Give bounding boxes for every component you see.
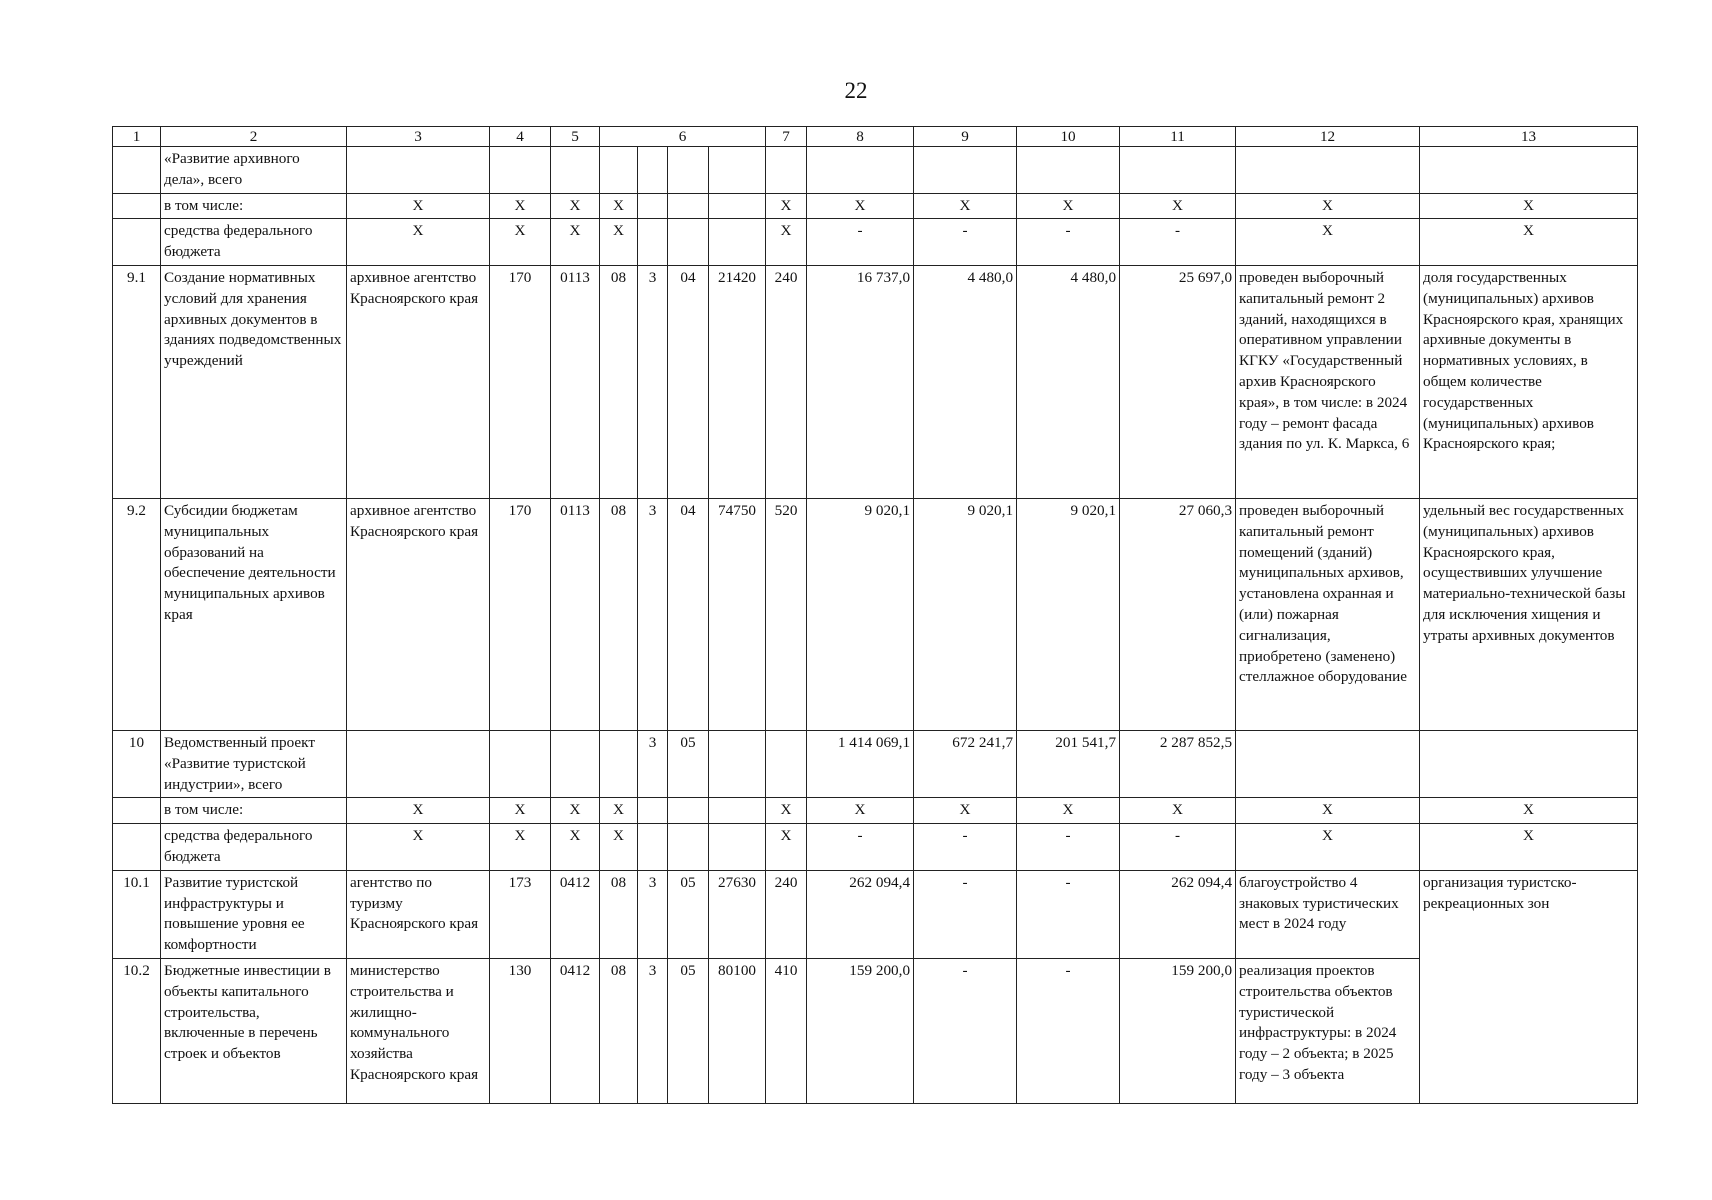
column-number: 9: [914, 127, 1017, 147]
agency: архивное агентство Красноярского края: [347, 265, 490, 498]
page-number: 22: [844, 78, 868, 103]
column-number: 10: [1017, 127, 1120, 147]
x-mark: Х: [766, 219, 807, 266]
indicator: организация туристско-рекреационных зон: [1420, 870, 1638, 1103]
row-name: Развитие туристской инфраструктуры и повышение уровня ее комфортности: [161, 870, 347, 958]
indicator: удельный вес государственных (муниципальных) архивов Красноярского края, осуществивших улучшение материально-технической базы для исключения хищения и утраты архивных документов: [1420, 498, 1638, 730]
amount-col10: -: [1017, 870, 1120, 958]
x-mark: Х: [1236, 193, 1420, 219]
amount-col10: 4 480,0: [1017, 265, 1120, 498]
x-mark: Х: [347, 798, 490, 824]
x-mark: Х: [490, 824, 551, 871]
row-number: 9.1: [113, 265, 161, 498]
row-name: Создание нормативных условий для хранения архивных документов в зданиях подведомственных учреждений: [161, 265, 347, 498]
x-mark: Х: [914, 798, 1017, 824]
target-code-item: 21420: [709, 265, 766, 498]
x-mark: Х: [914, 193, 1017, 219]
column-number: 12: [1236, 127, 1420, 147]
amount-col9: -: [914, 870, 1017, 958]
indicator: доля государственных (муниципальных) архивов Красноярского края, хранящих архивные документы в нормативных условиях, в общем количестве государственных (муниципальных) архивов Красноярского края;: [1420, 265, 1638, 498]
column-number-row: [113, 127, 1638, 147]
table-row: [113, 219, 1638, 266]
amount-col9: 4 480,0: [914, 265, 1017, 498]
column-number: 4: [490, 127, 551, 147]
row-name: Бюджетные инвестиции в объекты капитального строительства, включенные в перечень строек и объектов: [161, 958, 347, 1103]
x-mark: Х: [1236, 219, 1420, 266]
target-code-program: 08: [600, 958, 638, 1103]
column-number: 11: [1120, 127, 1236, 147]
expected-result: проведен выборочный капитальный ремонт 2 зданий, находящихся в оперативном управлении КГКУ «Государственный архив Красноярского края», в том числе: в 2024 году – ремонт фасада здания по ул. К. Маркса, 6: [1236, 265, 1420, 498]
row-name: Ведомственный проект «Развитие туристской индустрии», всего: [161, 730, 347, 797]
dash-value: -: [914, 824, 1017, 871]
expected-result: благоустройство 4 знаковых туристических мест в 2024 году: [1236, 870, 1420, 958]
x-mark: Х: [1420, 824, 1638, 871]
x-mark: Х: [551, 824, 600, 871]
row-name: средства федерального бюджета: [161, 824, 347, 871]
agency: агентство по туризму Красноярского края: [347, 870, 490, 958]
x-mark: Х: [1120, 193, 1236, 219]
dash-value: -: [1017, 219, 1120, 266]
expense-type-code: 240: [766, 265, 807, 498]
x-mark: Х: [600, 798, 638, 824]
target-code-type: 3: [638, 498, 668, 730]
expense-type-code: 520: [766, 498, 807, 730]
column-number: 13: [1420, 127, 1638, 147]
column-number: 6: [600, 127, 766, 147]
amount-col8: 262 094,4: [807, 870, 914, 958]
dash-value: -: [807, 219, 914, 266]
agency: архивное агентство Красноярского края: [347, 498, 490, 730]
amount-col9: 672 241,7: [914, 730, 1017, 797]
amount-col11: 159 200,0: [1120, 958, 1236, 1103]
target-code-program: 08: [600, 870, 638, 958]
x-mark: Х: [1017, 798, 1120, 824]
x-mark: Х: [1420, 193, 1638, 219]
target-code-subprogram: 04: [668, 498, 709, 730]
target-code-item: 27630: [709, 870, 766, 958]
x-mark: Х: [551, 219, 600, 266]
dash-value: -: [1120, 219, 1236, 266]
expected-result: реализация проектов строительства объектов туристической инфраструктуры: в 2024 году – 2 объекта; в 2025 году – 3 объекта: [1236, 958, 1420, 1103]
table-row: [113, 958, 1638, 1103]
x-mark: Х: [807, 193, 914, 219]
x-mark: Х: [490, 219, 551, 266]
target-code-type: 3: [638, 730, 668, 797]
row-name: в том числе:: [161, 798, 347, 824]
x-mark: Х: [807, 798, 914, 824]
amount-col9: -: [914, 958, 1017, 1103]
table-row: [113, 730, 1638, 797]
amount-col8: 9 020,1: [807, 498, 914, 730]
amount-col11: 2 287 852,5: [1120, 730, 1236, 797]
target-code-item: 74750: [709, 498, 766, 730]
row-number: 10.1: [113, 870, 161, 958]
row-name: Субсидии бюджетам муниципальных образований на обеспечение деятельности муниципальных архивов края: [161, 498, 347, 730]
x-mark: Х: [347, 193, 490, 219]
section-code: 0113: [551, 498, 600, 730]
expected-result: проведен выборочный капитальный ремонт помещений (зданий) муниципальных архивов, установлена охранная и (или) пожарная сигнализация, приобретено (заменено) стеллажное оборудование: [1236, 498, 1420, 730]
grbs-code: 170: [490, 265, 551, 498]
column-number: 1: [113, 127, 161, 147]
grbs-code: 173: [490, 870, 551, 958]
expense-type-code: 410: [766, 958, 807, 1103]
target-code-subprogram: 05: [668, 870, 709, 958]
target-code-item: 80100: [709, 958, 766, 1103]
section-code: 0412: [551, 870, 600, 958]
amount-col8: 159 200,0: [807, 958, 914, 1103]
expense-type-code: 240: [766, 870, 807, 958]
target-code-program: 08: [600, 265, 638, 498]
x-mark: Х: [766, 798, 807, 824]
table-row: [113, 147, 1638, 194]
x-mark: Х: [1420, 219, 1638, 266]
x-mark: Х: [1017, 193, 1120, 219]
amount-col11: 262 094,4: [1120, 870, 1236, 958]
table-row: [113, 498, 1638, 730]
x-mark: Х: [1120, 798, 1236, 824]
amount-col10: -: [1017, 958, 1120, 1103]
row-number: 10.2: [113, 958, 161, 1103]
x-mark: Х: [347, 219, 490, 266]
x-mark: Х: [766, 193, 807, 219]
target-code-type: 3: [638, 958, 668, 1103]
x-mark: Х: [551, 798, 600, 824]
x-mark: Х: [347, 824, 490, 871]
dash-value: -: [1120, 824, 1236, 871]
grbs-code: 130: [490, 958, 551, 1103]
x-mark: Х: [490, 798, 551, 824]
table-row: [113, 824, 1638, 871]
target-code-type: 3: [638, 265, 668, 498]
x-mark: Х: [1236, 824, 1420, 871]
amount-col10: 201 541,7: [1017, 730, 1120, 797]
amount-col8: 1 414 069,1: [807, 730, 914, 797]
amount-col11: 25 697,0: [1120, 265, 1236, 498]
target-code-type: 3: [638, 870, 668, 958]
column-number: 8: [807, 127, 914, 147]
x-mark: Х: [490, 193, 551, 219]
row-name: «Развитие архивного дела», всего: [161, 147, 347, 194]
target-code-subprogram: 05: [668, 958, 709, 1103]
row-number: 10: [113, 730, 161, 797]
section-code: 0412: [551, 958, 600, 1103]
table-row: [113, 265, 1638, 498]
x-mark: Х: [766, 824, 807, 871]
column-number: 7: [766, 127, 807, 147]
row-name: средства федерального бюджета: [161, 219, 347, 266]
row-name: в том числе:: [161, 193, 347, 219]
section-code: 0113: [551, 265, 600, 498]
amount-col8: 16 737,0: [807, 265, 914, 498]
agency: министерство строительства и жилищно-коммунального хозяйства Красноярского края: [347, 958, 490, 1103]
x-mark: Х: [1420, 798, 1638, 824]
table-row: [113, 193, 1638, 219]
amount-col11: 27 060,3: [1120, 498, 1236, 730]
table-row: [113, 870, 1638, 958]
target-code-subprogram: 05: [668, 730, 709, 797]
amount-col10: 9 020,1: [1017, 498, 1120, 730]
amount-col9: 9 020,1: [914, 498, 1017, 730]
x-mark: Х: [600, 219, 638, 266]
dash-value: -: [1017, 824, 1120, 871]
dash-value: -: [914, 219, 1017, 266]
column-number: 5: [551, 127, 600, 147]
row-number: 9.2: [113, 498, 161, 730]
target-code-subprogram: 04: [668, 265, 709, 498]
x-mark: Х: [551, 193, 600, 219]
x-mark: Х: [600, 193, 638, 219]
x-mark: Х: [600, 824, 638, 871]
table-row: [113, 798, 1638, 824]
column-number: 3: [347, 127, 490, 147]
x-mark: Х: [1236, 798, 1420, 824]
target-code-program: 08: [600, 498, 638, 730]
grbs-code: 170: [490, 498, 551, 730]
column-number: 2: [161, 127, 347, 147]
dash-value: -: [807, 824, 914, 871]
budget-table: [112, 126, 1638, 1104]
